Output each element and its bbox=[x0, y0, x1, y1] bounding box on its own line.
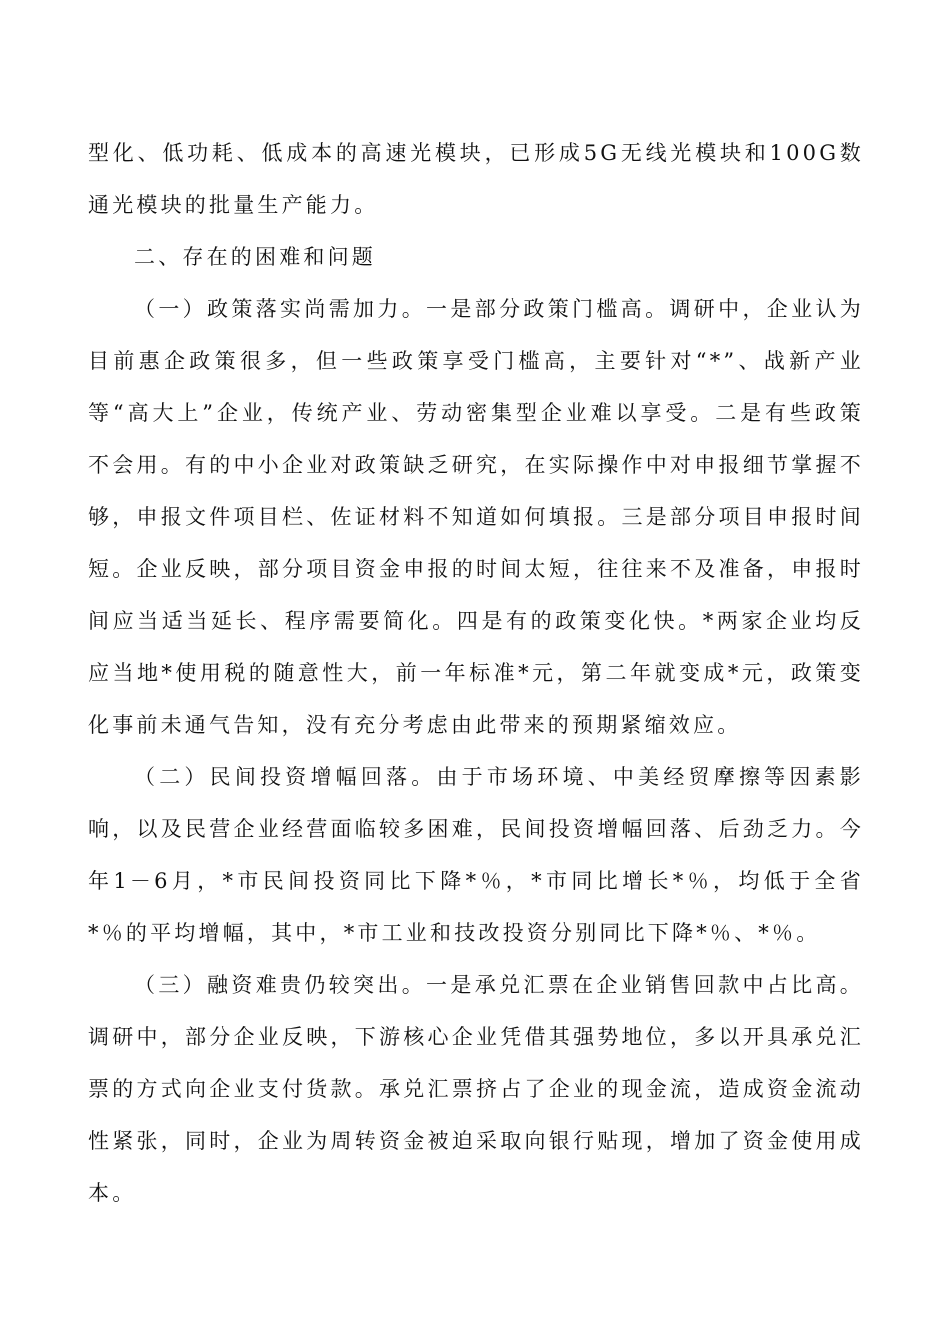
paragraph-investment: （二）民间投资增幅回落。由于市场环境、中美经贸摩擦等因素影响，以及民营企业经营面临较多困难，民间投资增幅回落、后劲乏力。今年1－6月，*市民间投资同比下降*％，*市同比增长*％，均低于全省*％的平均增幅，其中，*市工业和技改投资分别同比下降*％、*％。 bbox=[88, 765, 864, 945]
paragraph-policy: （一）政策落实尚需加力。一是部分政策门槛高。调研中，企业认为目前惠企政策很多，但一些政策享受门槛高，主要针对“*”、战新产业等“高大上”企业，传统产业、劳动密集型企业难以享受。二是有些政策不会用。有的中小企业对政策缺乏研究，在实际操作中对申报细节掌握不够，申报文件项目栏、佐证材料不知道如何填报。三是部分项目申报时间短。企业反映，部分项目资金申报的时间太短，往往来不及准备，申报时间应当适当延长、程序需要简化。四是有的政策变化快。*两家企业均反应当地*使用税的随意性大，前一年标准*元，第二年就变成*元，政策变化事前未通气告知，没有充分考虑由此带来的预期紧缩效应。 bbox=[88, 297, 864, 737]
document-body bbox=[88, 127, 864, 1219]
section-heading: 二、存在的困难和问题 bbox=[134, 245, 376, 269]
paragraph-financing: （三）融资难贵仍较突出。一是承兑汇票在企业销售回款中占比高。调研中，部分企业反映，下游核心企业凭借其强势地位，多以开具承兑汇票的方式向企业支付货款。承兑汇票挤占了企业的现金流，造成资金流动性紧张，同时，企业为周转资金被迫采取向银行贴现，增加了资金使用成本。 bbox=[88, 973, 864, 1205]
paragraph-continuation: 型化、低功耗、低成本的高速光模块，已形成5G无线光模块和100G数通光模块的批量生产能力。 bbox=[88, 141, 864, 217]
